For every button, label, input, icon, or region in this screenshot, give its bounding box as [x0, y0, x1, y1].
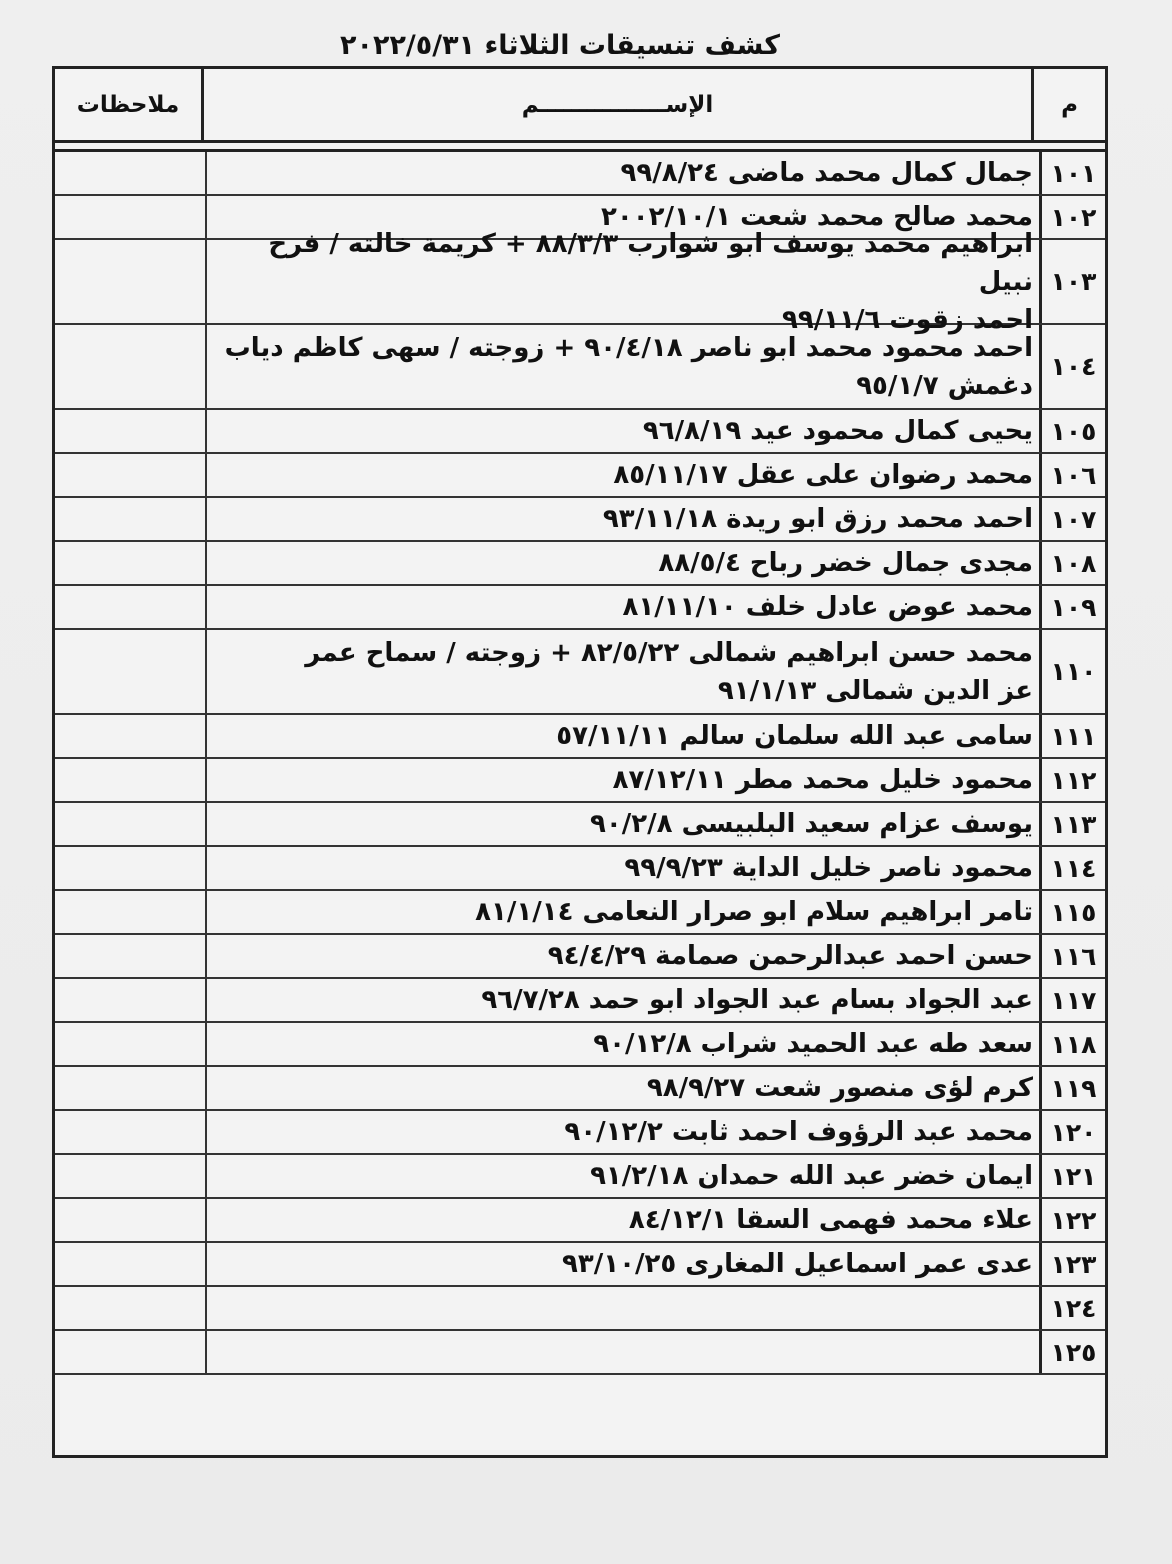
row-name: محمود خليل محمد مطر ٨٧/١٢/١١ [612, 765, 1033, 795]
row-name-cell [205, 1199, 1039, 1241]
row-name-cell [205, 759, 1039, 801]
row-name: عدى عمر اسماعيل المغارى ٩٣/١٠/٢٥ [562, 1249, 1033, 1279]
table-frame [52, 66, 1108, 1458]
row-name-cell [205, 803, 1039, 845]
row-name: يوسف عزام سعيد البلبيسى ٩٠/٢/٨ [590, 809, 1033, 839]
row-number: ١٢٤ [1039, 1287, 1105, 1329]
table-row [55, 228, 1105, 335]
row-notes [55, 1023, 205, 1065]
row-name: يحيى كمال محمود عيد ٩٦/٨/١٩ [642, 416, 1033, 446]
row-number: ١١٠ [1039, 630, 1105, 713]
table-row [55, 630, 1105, 715]
row-name: محمد صالح محمد شعت ٢٠٠٢/١٠/١ [600, 202, 1033, 232]
row-name: عبد الجواد بسام عبد الجواد ابو حمد ٩٦/٧/٢٨ [481, 985, 1033, 1015]
row-notes [55, 410, 205, 452]
table-row [55, 715, 1105, 759]
row-name-cell [205, 1155, 1039, 1197]
row-name-cell [205, 979, 1039, 1021]
row-name-cell [205, 1287, 1039, 1329]
row-notes [55, 1287, 205, 1329]
row-notes [55, 1331, 205, 1373]
row-name: علاء محمد فهمى السقا ٨٤/١٢/١ [628, 1205, 1033, 1235]
table-row [55, 1155, 1105, 1199]
header-notes: ملاحظات [76, 91, 180, 118]
row-name-cell [205, 498, 1039, 540]
row-name: ايمان خضر عبد الله حمدان ٩١/٢/١٨ [590, 1161, 1033, 1191]
table-body [55, 149, 1105, 1375]
row-name: سامى عبد الله سلمان سالم ٥٧/١١/١١ [556, 721, 1033, 751]
row-number: ١١٧ [1039, 979, 1105, 1021]
row-name: جمال كمال محمد ماضى ٩٩/٨/٢٤ [620, 158, 1033, 188]
table-row [55, 1199, 1105, 1243]
row-number: ١١٣ [1039, 803, 1105, 845]
table-row [55, 1023, 1105, 1067]
row-number: ١١٥ [1039, 891, 1105, 933]
row-notes [55, 630, 205, 713]
table-row [55, 1243, 1105, 1287]
row-name-cell [205, 586, 1039, 628]
row-name: محمد عبد الرؤوف احمد ثابت ٩٠/١٢/٢ [564, 1117, 1033, 1147]
row-notes [55, 1243, 205, 1285]
table-row [55, 325, 1105, 410]
row-name-cell [205, 1111, 1039, 1153]
row-name: كرم لؤى منصور شعت ٩٨/٩/٢٧ [646, 1073, 1033, 1103]
row-notes [55, 1067, 205, 1109]
table-row [55, 1111, 1105, 1155]
row-notes [55, 979, 205, 1021]
row-number: ١١٨ [1039, 1023, 1105, 1065]
table-row [55, 1287, 1105, 1331]
row-name-cell [205, 410, 1039, 452]
row-name-cell [205, 935, 1039, 977]
row-notes [55, 891, 205, 933]
table-row [55, 803, 1105, 847]
table-row [55, 152, 1105, 196]
table-header [55, 69, 1105, 143]
row-notes [55, 1155, 205, 1197]
row-notes [55, 715, 205, 757]
row-number: ١٠٩ [1039, 586, 1105, 628]
row-name: حسن احمد عبدالرحمن صمامة ٩٤/٤/٢٩ [547, 941, 1033, 971]
row-name-cell [205, 1331, 1039, 1373]
row-name-cell [205, 454, 1039, 496]
row-notes [55, 454, 205, 496]
row-notes [55, 759, 205, 801]
row-notes [55, 1111, 205, 1153]
row-name: محمد عوض عادل خلف ٨١/١١/١٠ [622, 592, 1033, 622]
row-name: محمد حسن ابراهيم شمالى ٨٢/٥/٢٢ + زوجته / سماح عمر عز الدين شمالى ٩١/١/١٣ [305, 637, 1033, 706]
row-number: ١١٢ [1039, 759, 1105, 801]
row-name-cell [205, 1023, 1039, 1065]
table-row [55, 1067, 1105, 1111]
table-row [55, 847, 1105, 891]
row-notes [55, 542, 205, 584]
row-number: ١٠٨ [1039, 542, 1105, 584]
row-name-cell [205, 715, 1039, 757]
row-number: ١١١ [1039, 715, 1105, 757]
row-name: محمود ناصر خليل الداية ٩٩/٩/٢٣ [624, 853, 1033, 883]
row-number: ١٠٧ [1039, 498, 1105, 540]
row-number: ١٢١ [1039, 1155, 1105, 1197]
row-name: تامر ابراهيم سلام ابو صرار النعامى ٨١/١/١٤ [475, 897, 1033, 927]
row-notes [55, 847, 205, 889]
row-notes [55, 152, 205, 194]
row-number: ١٢٠ [1039, 1111, 1105, 1153]
row-notes [55, 325, 205, 408]
row-number: ١١٩ [1039, 1067, 1105, 1109]
table-row [55, 891, 1105, 935]
row-notes [55, 803, 205, 845]
row-name-cell [205, 325, 1039, 408]
row-notes [55, 240, 205, 323]
row-name-cell [205, 630, 1039, 713]
row-number: ١١٦ [1039, 935, 1105, 977]
row-notes [55, 586, 205, 628]
row-number: ١٢٥ [1039, 1331, 1105, 1373]
row-number: ١٠٦ [1039, 454, 1105, 496]
row-name-cell [205, 1243, 1039, 1285]
row-name: احمد محمد رزق ابو ريدة ٩٣/١١/١٨ [602, 504, 1033, 534]
row-name-cell [205, 228, 1039, 335]
table-row [55, 498, 1105, 542]
table-row [55, 935, 1105, 979]
row-name-cell [205, 152, 1039, 194]
row-notes [55, 196, 205, 238]
table-row [55, 542, 1105, 586]
row-name: احمد محمود محمد ابو ناصر ٩٠/٤/١٨ + زوجته / سهى كاظم دياب دغمش ٩٥/١/٧ [224, 332, 1033, 401]
row-number: ١٠٤ [1039, 325, 1105, 408]
table-row [55, 454, 1105, 498]
row-number: ١٢٢ [1039, 1199, 1105, 1241]
table-row [55, 979, 1105, 1023]
row-name-cell [205, 542, 1039, 584]
header-number: م [1031, 69, 1105, 140]
row-name: مجدى جمال خضر رباح ٨٨/٥/٤ [658, 548, 1033, 578]
row-name-cell [205, 847, 1039, 889]
page-title: كشف تنسيقات الثلاثاء ٢٠٢٢/٥/٣١ [340, 30, 780, 61]
table-row [55, 759, 1105, 803]
row-number: ١٠٥ [1039, 410, 1105, 452]
row-name-cell [205, 891, 1039, 933]
row-number: ١٠٣ [1039, 240, 1105, 323]
table-row [55, 410, 1105, 454]
row-number: ١٠١ [1039, 152, 1105, 194]
row-number: ١١٤ [1039, 847, 1105, 889]
row-name: سعد طه عبد الحميد شراب ٩٠/١٢/٨ [593, 1029, 1033, 1059]
row-name: محمد رضوان على عقل ٨٥/١١/١٧ [613, 460, 1033, 490]
row-notes [55, 498, 205, 540]
row-name: ابراهيم محمد يوسف ابو شوارب ٨٨/٣/٣ + كريمة خالته / فرح نبيل احمد زقوت ٩٩/١١/٦ [268, 228, 1033, 335]
table-row [55, 1331, 1105, 1375]
row-name-cell [205, 1067, 1039, 1109]
row-notes [55, 935, 205, 977]
row-notes [55, 1199, 205, 1241]
row-number: ١٢٣ [1039, 1243, 1105, 1285]
row-number: ١٠٢ [1039, 196, 1105, 238]
header-name: الإســــــــــــــــم [201, 69, 1031, 140]
table-row [55, 586, 1105, 630]
